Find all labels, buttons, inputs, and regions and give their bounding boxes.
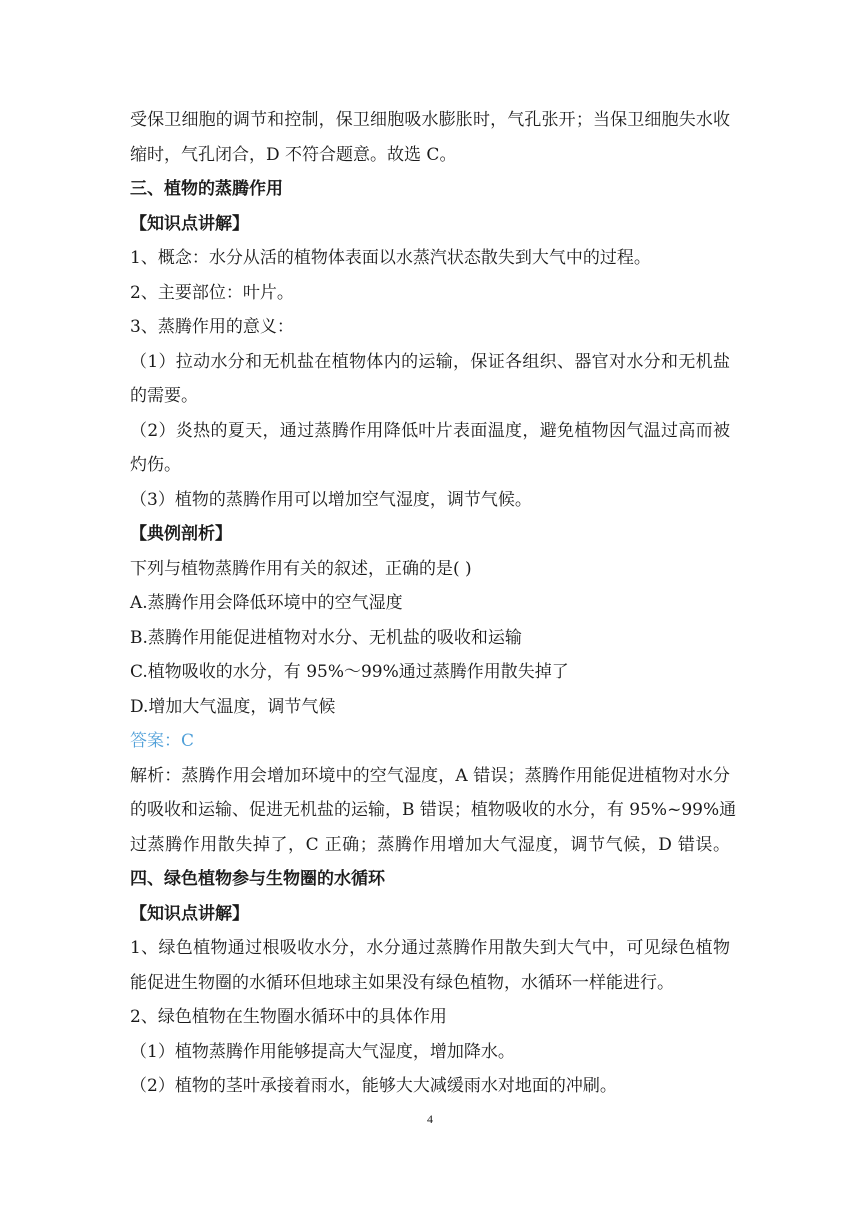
answer-line: 答案：C bbox=[130, 731, 195, 751]
text-line: 受保卫细胞的调节和控制，保卫细胞吸水膨胀时，气孔张开；当保卫细胞失水收 bbox=[130, 110, 730, 130]
section-heading: 四、绿色植物参与生物圈的水循环 bbox=[130, 869, 385, 889]
text-line: （1）拉动水分和无机盐在植物体内的运输，保证各组织、器官对水分和无机盐 bbox=[130, 351, 730, 372]
subsection-heading: 【典例剖析】 bbox=[130, 524, 232, 544]
question-stem: 下列与植物蒸腾作用有关的叙述，正确的是( ) bbox=[130, 558, 472, 579]
document-body bbox=[130, 103, 737, 1104]
subsection-heading: 【知识点讲解】 bbox=[130, 903, 249, 924]
text-line: （1）植物蒸腾作用能够提高大气湿度，增加降水。 bbox=[130, 1041, 515, 1062]
text-line: 3、蒸腾作用的意义： bbox=[130, 317, 294, 337]
analysis-line: 解析：蒸腾作用会增加环境中的空气湿度，A 错误；蒸腾作用能促进植物对水分 bbox=[130, 765, 730, 786]
text-line: 2、绿色植物在生物圈水循环中的具体作用 bbox=[130, 1007, 447, 1027]
text-line: 1、概念：水分从活的植物体表面以水蒸汽状态散失到大气中的过程。 bbox=[130, 248, 651, 268]
text-line: （2）炎热的夏天，通过蒸腾作用降低叶片表面温度，避免植物因气温过高而被 bbox=[130, 420, 730, 441]
subsection-heading: 【知识点讲解】 bbox=[130, 213, 249, 234]
text-line: 1、绿色植物通过根吸收水分，水分通过蒸腾作用散失到大气中，可见绿色植物 bbox=[130, 938, 730, 958]
option-d: D.增加大气温度，调节气候 bbox=[130, 696, 336, 717]
section-heading: 三、植物的蒸腾作用 bbox=[130, 179, 283, 199]
text-line: （2）植物的茎叶承接着雨水，能够大大减缓雨水对地面的冲刷。 bbox=[130, 1076, 617, 1096]
option-a: A.蒸腾作用会降低环境中的空气湿度 bbox=[130, 593, 403, 613]
analysis-line: 的吸收和运输、促进无机盐的运输，B 错误；植物吸收的水分，有 95%~99%通 bbox=[130, 800, 737, 820]
analysis-line: 过蒸腾作用散失掉了，C 正确；蒸腾作用增加大气湿度，调节气候，D 错误。 bbox=[130, 834, 730, 855]
option-b: B.蒸腾作用能促进植物对水分、无机盐的吸收和运输 bbox=[130, 627, 522, 648]
page-number: 4 bbox=[427, 1112, 433, 1126]
text-line: （3）植物的蒸腾作用可以增加空气湿度，调节气候。 bbox=[130, 489, 532, 510]
option-c: C.植物吸收的水分，有 95%～99%通过蒸腾作用散失掉了 bbox=[130, 662, 569, 682]
text-line: 能促进生物圈的水循环但地球主如果没有绿色植物，水循环一样能进行。 bbox=[130, 972, 674, 993]
text-line: 灼伤。 bbox=[130, 455, 181, 475]
text-line: 的需要。 bbox=[130, 386, 198, 406]
text-line: 缩时，气孔闭合，D 不符合题意。故选 C。 bbox=[130, 144, 457, 165]
text-line: 2、主要部位：叶片。 bbox=[130, 282, 294, 303]
